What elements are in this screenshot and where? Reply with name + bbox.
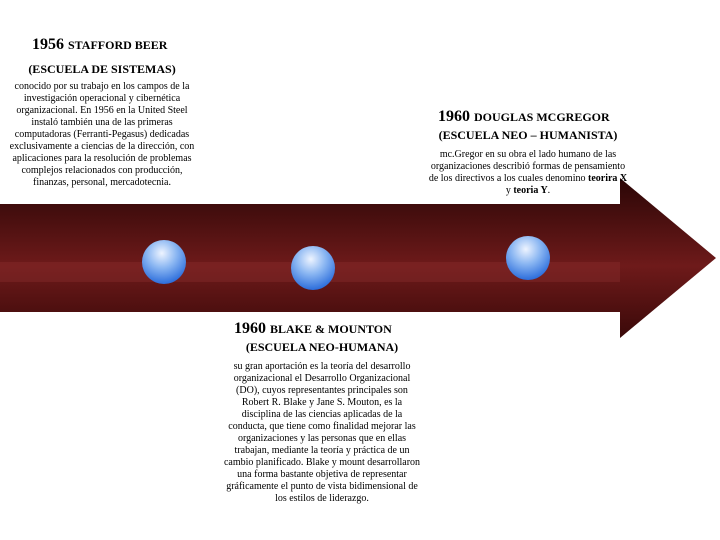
timeline-node-1960-mcgregor: [506, 236, 550, 280]
event-year: 1956: [32, 36, 64, 53]
event-person: STAFFORD BEER: [68, 38, 168, 52]
event-school: (ESCUELA NEO – HUMANISTA): [438, 128, 618, 142]
theory-y-label: teoria Y: [513, 185, 548, 196]
description-end: .: [547, 185, 551, 196]
event-1960-douglas-mcgregor: [428, 108, 628, 197]
event-person: BLAKE & MOUNTON: [270, 322, 392, 336]
timeline-node-1960-blake: [291, 246, 335, 290]
description-connector: y: [505, 185, 514, 196]
description-text: mc.Gregor en su obra el lado humano de las organizaciones describió formas de pensamiento de los directivos a los cuales denomino: [428, 149, 626, 184]
event-description: su gran aportación es la teoría del desarrollo organizacional el Desarrollo Organizacional (DO), cuyos representantes principales son Robert R. Blake y Jane S. Mouton, es la disciplina de las ciencias aplicadas de la conducta, que tiene como finalidad mejorar las organizaciones y las personas que en ellas trabajan, mediante la teoría y práctica de un cambio planificado. Blake y mount desarrollaron una forma bastante objetiva de representar gráficamente el punto de vista bidimensional de los estilos de liderazgo.: [223, 361, 421, 504]
timeline-node-1956: [142, 240, 186, 284]
event-description: conocido por su trabajo en los campos de la investigación operacional y cibernética organizacional. En 1956 en la United Steel instaló también una de las primeras computadoras (Ferranti-Pegasus) dedicadas exclusivamente a ciencias de la dirección, con aplicaciones para la resolución de problemas complejos relacionados con producción, finanzas, personal, mercadotecnia.: [9, 81, 195, 188]
event-school: (ESCUELA DE SISTEMAS): [28, 62, 176, 76]
event-title: [8, 36, 196, 54]
event-year: 1960: [438, 108, 470, 125]
event-description: [428, 149, 628, 197]
event-title: [222, 320, 422, 338]
event-1956-stafford-beer: [8, 36, 196, 189]
event-1960-blake-mounton: [222, 320, 422, 505]
event-title: [428, 108, 628, 126]
theory-x-label: teorira X: [587, 173, 628, 184]
event-person: DOUGLAS MCGREGOR: [474, 110, 610, 124]
timeline-arrow: [0, 178, 716, 338]
event-school: (ESCUELA NEO-HUMANA): [245, 340, 399, 354]
event-year: 1960: [234, 320, 266, 337]
